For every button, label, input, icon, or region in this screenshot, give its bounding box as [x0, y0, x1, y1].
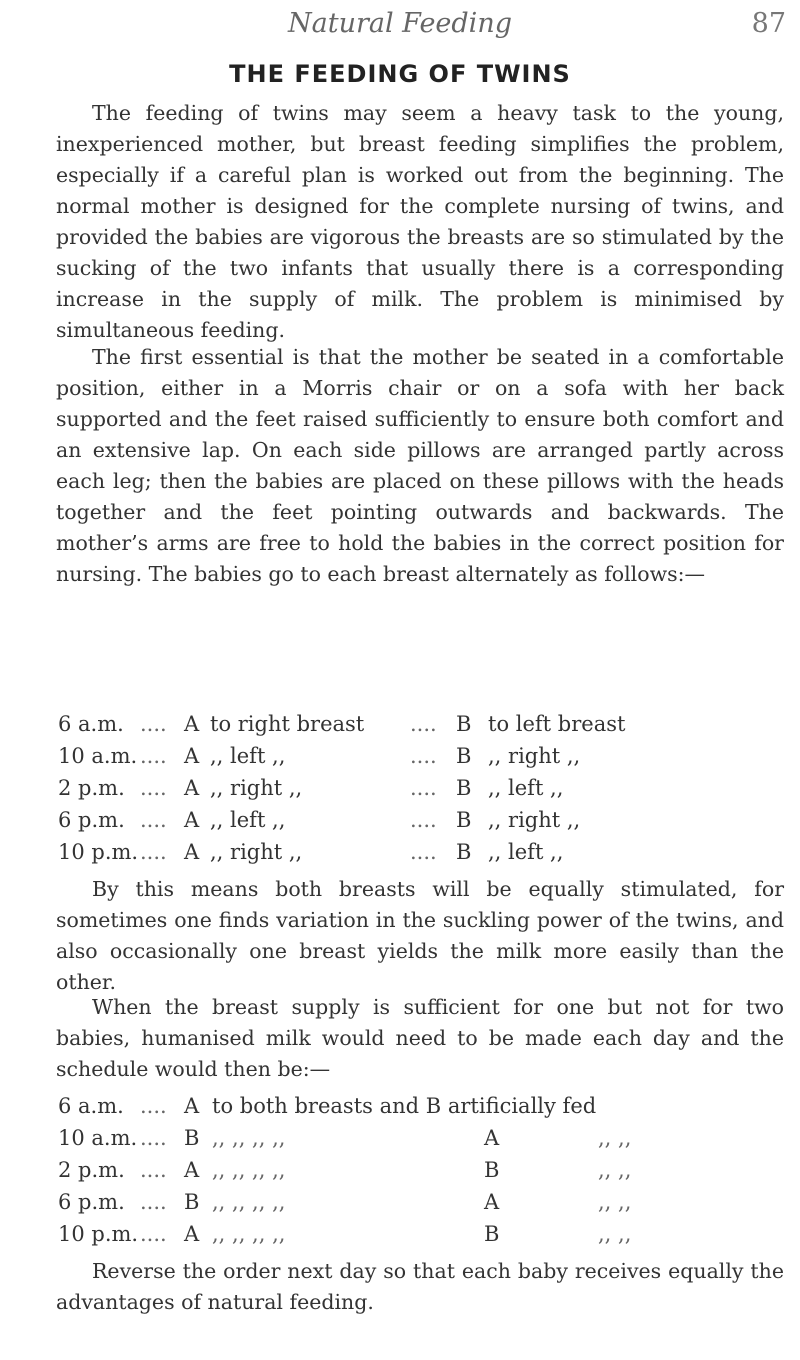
twin-b: B: [456, 808, 472, 832]
leader-dots: ....: [140, 1158, 167, 1182]
paragraph-supplement: When the breast supply is sufficient for one but not for two babies, humanised milk would need to be made each day and the schedule would then be:—: [56, 995, 784, 1081]
ditto-marks: ,, ,,: [598, 1222, 632, 1246]
breast-fed-twin: A: [184, 1158, 200, 1182]
twin-a-breast: ,, left ,,: [210, 808, 286, 832]
ditto-marks: ,, ,,: [598, 1158, 632, 1182]
leader-dots: ....: [410, 776, 437, 800]
twin-a-breast: ,, right ,,: [210, 776, 303, 800]
leader-dots: ....: [140, 840, 167, 864]
schedule-row: [58, 1190, 784, 1222]
leader-dots: ....: [410, 840, 437, 864]
schedule-row: [58, 840, 784, 872]
feed-time: 6 p.m.: [58, 808, 125, 832]
leader-dots: ....: [140, 744, 167, 768]
feed-time: 10 p.m.: [58, 840, 139, 864]
ditto-marks: ,, ,,: [598, 1190, 632, 1214]
feed-time: 6 p.m.: [58, 1190, 125, 1214]
artificially-fed-twin: B: [484, 1158, 500, 1182]
twin-b-breast: ,, right ,,: [488, 744, 581, 768]
leader-dots: ....: [410, 744, 437, 768]
ditto-marks: ,, ,,: [598, 1126, 632, 1150]
schedule-row: [58, 808, 784, 840]
twin-a-breast: ,, right ,,: [210, 840, 303, 864]
twin-b: B: [456, 712, 472, 736]
artificially-fed-twin: A: [484, 1190, 500, 1214]
breast-fed-twin: A: [184, 1222, 200, 1246]
feed-time: 6 a.m.: [58, 1094, 124, 1118]
ditto-marks: ,, ,, ,, ,,: [212, 1126, 286, 1150]
leader-dots: ....: [140, 1190, 167, 1214]
schedule-natural: [58, 712, 784, 872]
leader-dots: ....: [140, 1094, 167, 1118]
twin-b-breast: ,, left ,,: [488, 840, 564, 864]
feed-time: 6 a.m.: [58, 712, 124, 736]
twin-a-breast: ,, left ,,: [210, 744, 286, 768]
feeding-instruction: to both breasts and B artificially fed: [212, 1094, 597, 1118]
paragraph-reverse: Reverse the order next day so that each baby receives equally the advantages of natural feeding.: [56, 1259, 784, 1314]
feed-time: 10 a.m.: [58, 1126, 138, 1150]
breast-fed-twin: B: [184, 1190, 200, 1214]
ditto-marks: ,, ,, ,, ,,: [212, 1222, 286, 1246]
feed-time: 2 p.m.: [58, 1158, 125, 1182]
artificially-fed-twin: A: [484, 1126, 500, 1150]
paragraph-intro: The feeding of twins may seem a heavy task to the young, inexperienced mother, but breast feeding simplifies the problem, especially if a careful plan is worked out from the beginning. The normal mother is designed for the complete nursing of twins, and provided the babies are vigorous the breasts are so stimulated by the sucking of the two infants that usually there is a corresponding increase in the supply of milk. The problem is minimised by simultaneous feeding.: [56, 101, 784, 342]
paragraph-position: The first essential is that the mother be seated in a comfortable position, either in a Morris chair or on a sofa with her back supported and the feet raised sufficiently to ensure both comfort and an extensive lap. On each side pillows are arranged partly across each leg; then the babies are placed on these pillows with the heads together and the feet pointing outwards and backwards. The mother’s arms are free to hold the babies in the correct position for nursing. The babies go to each breast alternately as follows:—: [56, 345, 784, 586]
twin-a: A: [184, 776, 200, 800]
breast-fed-twin: A: [184, 1094, 200, 1118]
twin-b-breast: to left breast: [488, 712, 626, 736]
schedule-row: [58, 1222, 784, 1254]
schedule-row: [58, 776, 784, 808]
schedule-row: [58, 712, 784, 744]
breast-fed-twin: B: [184, 1126, 200, 1150]
running-head: [0, 8, 800, 48]
twin-b-breast: ,, left ,,: [488, 776, 564, 800]
schedule-row: [58, 744, 784, 776]
paragraph-stimulation: By this means both breasts will be equally stimulated, for sometimes one finds variation in the suckling power of the twins, and also occasionally one breast yields the milk more easily than the other.: [56, 877, 784, 994]
schedule-mixed: [58, 1094, 784, 1254]
twin-b: B: [456, 840, 472, 864]
schedule-row: [58, 1158, 784, 1190]
twin-b-breast: ,, right ,,: [488, 808, 581, 832]
leader-dots: ....: [140, 808, 167, 832]
feed-time: 10 p.m.: [58, 1222, 139, 1246]
twin-a: A: [184, 808, 200, 832]
leader-dots: ....: [140, 1222, 167, 1246]
leader-dots: ....: [410, 808, 437, 832]
section-title: THE FEEDING OF TWINS: [229, 60, 571, 88]
ditto-marks: ,, ,, ,, ,,: [212, 1158, 286, 1182]
twin-a: A: [184, 840, 200, 864]
ditto-marks: ,, ,, ,, ,,: [212, 1190, 286, 1214]
artificially-fed-twin: B: [484, 1222, 500, 1246]
schedule-row: [58, 1094, 784, 1126]
page-number: 87: [751, 8, 786, 39]
leader-dots: ....: [410, 712, 437, 736]
twin-a: A: [184, 712, 200, 736]
leader-dots: ....: [140, 712, 167, 736]
twin-a: A: [184, 744, 200, 768]
twin-b: B: [456, 776, 472, 800]
schedule-row: [58, 1126, 784, 1158]
feed-time: 2 p.m.: [58, 776, 125, 800]
twin-b: B: [456, 744, 472, 768]
running-title: Natural Feeding: [288, 8, 512, 39]
twin-a-breast: to right breast: [210, 712, 365, 736]
leader-dots: ....: [140, 1126, 167, 1150]
leader-dots: ....: [140, 776, 167, 800]
feed-time: 10 a.m.: [58, 744, 138, 768]
